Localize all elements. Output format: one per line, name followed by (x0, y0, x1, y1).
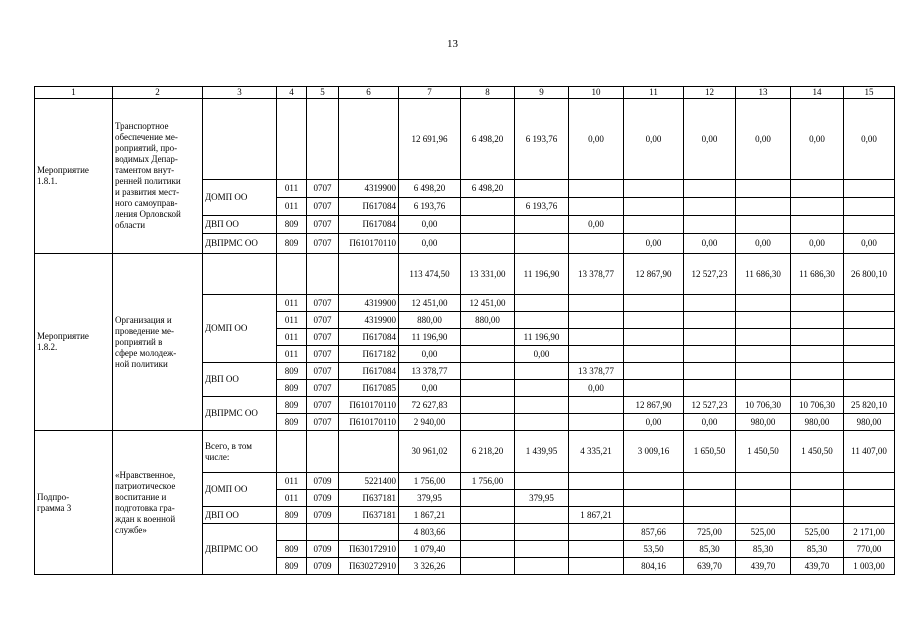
table-cell: П610170110 (339, 414, 399, 431)
table-cell (515, 473, 569, 490)
table-cell: 72 627,83 (399, 397, 461, 414)
table-cell: 804,16 (624, 558, 684, 575)
table-cell: 0,00 (736, 234, 791, 254)
table-cell (736, 329, 791, 346)
table-cell: П637181 (339, 507, 399, 524)
executor-label: ДВП ОО (203, 216, 277, 234)
executor-label: ДОМП ОО (203, 295, 277, 363)
table-cell: 85,30 (736, 541, 791, 558)
table-cell (569, 295, 624, 312)
table-cell: 0707 (307, 312, 339, 329)
table-cell (844, 346, 895, 363)
table-row (35, 87, 895, 99)
measure-name: Мероприятие 1.8.1. (35, 99, 113, 254)
table-cell (736, 346, 791, 363)
table-cell: 4319900 (339, 312, 399, 329)
table-cell (684, 507, 736, 524)
table-cell: 0,00 (844, 234, 895, 254)
total-cell: 0,00 (844, 99, 895, 180)
column-header: 10 (569, 87, 624, 99)
table-cell (461, 346, 515, 363)
table-cell: 0709 (307, 541, 339, 558)
table-cell (844, 380, 895, 397)
table-cell: 980,00 (736, 414, 791, 431)
table-cell: П637181 (339, 490, 399, 507)
table-cell (736, 490, 791, 507)
table-cell (461, 490, 515, 507)
table-cell: 4 803,66 (399, 524, 461, 541)
table-cell: 4319900 (339, 295, 399, 312)
table-cell: 770,00 (844, 541, 895, 558)
table-cell: 980,00 (791, 414, 844, 431)
table-cell: 11 196,90 (515, 329, 569, 346)
table-cell: 880,00 (461, 312, 515, 329)
table-cell (736, 473, 791, 490)
column-header: 6 (339, 87, 399, 99)
table-cell (736, 180, 791, 198)
table-cell: 011 (277, 295, 307, 312)
table-cell (569, 329, 624, 346)
column-header: 3 (203, 87, 277, 99)
total-cell: 6 193,76 (515, 99, 569, 180)
measure-description: Транспортное обеспечение ме- роприятий, про- водимых Депар- таментом внут- ренней политики и развития мест- ного самоуправ- ления Орловской области (113, 99, 203, 254)
total-cell: 12 527,23 (684, 254, 736, 295)
table-cell: 13 378,77 (399, 363, 461, 380)
table-cell (339, 254, 399, 295)
table-cell (791, 180, 844, 198)
table-cell: 639,70 (684, 558, 736, 575)
table-cell: 809 (277, 363, 307, 380)
table-cell (624, 329, 684, 346)
table-cell (684, 346, 736, 363)
table-cell: 2 171,00 (844, 524, 895, 541)
table-cell: П617084 (339, 363, 399, 380)
total-cell: 0,00 (569, 99, 624, 180)
table-cell (569, 524, 624, 541)
table-cell: 011 (277, 346, 307, 363)
table-cell: 10 706,30 (736, 397, 791, 414)
total-cell: 0,00 (791, 99, 844, 180)
table-cell: 2 940,00 (399, 414, 461, 431)
table-cell: П617084 (339, 216, 399, 234)
column-header: 9 (515, 87, 569, 99)
table-cell: П617085 (339, 380, 399, 397)
table-cell: 12 527,23 (684, 397, 736, 414)
table-cell: 439,70 (791, 558, 844, 575)
table-cell (461, 216, 515, 234)
table-cell (791, 473, 844, 490)
table-cell: 0,00 (684, 234, 736, 254)
table-cell (684, 312, 736, 329)
table-cell: 0,00 (399, 216, 461, 234)
table-cell (684, 329, 736, 346)
table-cell (569, 473, 624, 490)
table-cell (461, 198, 515, 216)
table-cell (736, 216, 791, 234)
total-cell: 4 335,21 (569, 431, 624, 473)
table-cell (844, 507, 895, 524)
table-cell: 0707 (307, 180, 339, 198)
table-cell: 0,00 (569, 216, 624, 234)
total-cell: 1 450,50 (736, 431, 791, 473)
table-cell (569, 234, 624, 254)
table-cell (624, 180, 684, 198)
table-cell: 0707 (307, 380, 339, 397)
table-cell: 1 867,21 (399, 507, 461, 524)
table-cell (844, 490, 895, 507)
executor-label: ДОМП ОО (203, 473, 277, 507)
table-cell (569, 414, 624, 431)
table-cell: 980,00 (844, 414, 895, 431)
table-cell: 0709 (307, 473, 339, 490)
table-cell (844, 329, 895, 346)
column-header: 11 (624, 87, 684, 99)
table-cell: 85,30 (684, 541, 736, 558)
table-cell (515, 234, 569, 254)
table-cell: 011 (277, 312, 307, 329)
total-cell: 1 450,50 (791, 431, 844, 473)
table-cell: 525,00 (791, 524, 844, 541)
table-cell: 011 (277, 473, 307, 490)
table-cell: 11 196,90 (399, 329, 461, 346)
table-cell (844, 363, 895, 380)
table-cell (461, 234, 515, 254)
table-row (35, 99, 895, 180)
table-cell: 0707 (307, 216, 339, 234)
table-cell: 0,00 (515, 346, 569, 363)
total-cell: 30 961,02 (399, 431, 461, 473)
table-cell (791, 363, 844, 380)
table-cell: 725,00 (684, 524, 736, 541)
column-header: 15 (844, 87, 895, 99)
table-cell: 0707 (307, 346, 339, 363)
table-cell (684, 363, 736, 380)
table-cell (624, 216, 684, 234)
table-cell: 0707 (307, 234, 339, 254)
table-cell: П617084 (339, 198, 399, 216)
table-cell: 5221400 (339, 473, 399, 490)
measure-name: Мероприятие 1.8.2. (35, 254, 113, 431)
table-cell (307, 254, 339, 295)
table-cell (461, 397, 515, 414)
table-cell (791, 507, 844, 524)
table-cell: 880,00 (399, 312, 461, 329)
table-cell (684, 473, 736, 490)
column-header: 2 (113, 87, 203, 99)
table-cell (515, 380, 569, 397)
table-cell (624, 295, 684, 312)
measure-description: Организация и проведение ме- роприятий в сфере молодеж- ной политики (113, 254, 203, 431)
table-cell: 809 (277, 558, 307, 575)
table-cell: 809 (277, 541, 307, 558)
column-header: 8 (461, 87, 515, 99)
table-cell: 0,00 (569, 380, 624, 397)
table-cell (515, 558, 569, 575)
executor-label: ДВПРМС ОО (203, 524, 277, 575)
table-cell (624, 198, 684, 216)
executor-label: ДВП ОО (203, 363, 277, 397)
table-cell (791, 312, 844, 329)
total-cell: 11 407,00 (844, 431, 895, 473)
table-cell (844, 180, 895, 198)
total-cell: 13 331,00 (461, 254, 515, 295)
table-cell (277, 99, 307, 180)
total-cell: 11 196,90 (515, 254, 569, 295)
table-cell: 0,00 (624, 414, 684, 431)
table-cell: 0,00 (399, 234, 461, 254)
table-cell (736, 312, 791, 329)
table-cell: 809 (277, 216, 307, 234)
table-cell (684, 380, 736, 397)
table-cell (736, 380, 791, 397)
table-cell (624, 312, 684, 329)
table-cell: 857,66 (624, 524, 684, 541)
table-cell (461, 507, 515, 524)
table-row (35, 254, 895, 295)
table-cell (684, 490, 736, 507)
table-cell (791, 216, 844, 234)
total-cell: 1 650,50 (684, 431, 736, 473)
table-cell (461, 329, 515, 346)
table-cell (569, 180, 624, 198)
table-cell (791, 295, 844, 312)
table-cell (515, 363, 569, 380)
table-cell: 379,95 (515, 490, 569, 507)
table-cell (624, 363, 684, 380)
table-cell (515, 295, 569, 312)
table-cell (624, 380, 684, 397)
table-cell: 0,00 (791, 234, 844, 254)
executor-label: ДОМП ОО (203, 180, 277, 216)
table-cell (684, 295, 736, 312)
table-cell: 1 867,21 (569, 507, 624, 524)
column-header: 13 (736, 87, 791, 99)
total-cell: 13 378,77 (569, 254, 624, 295)
total-label: Всего, в том числе: (203, 431, 277, 473)
table-cell: 12 451,00 (399, 295, 461, 312)
table-cell (791, 346, 844, 363)
table-cell: 6 193,76 (399, 198, 461, 216)
table-cell (515, 312, 569, 329)
table-cell: 0,00 (684, 414, 736, 431)
table-cell (515, 541, 569, 558)
table-cell (736, 507, 791, 524)
table-cell (461, 363, 515, 380)
table-cell (624, 507, 684, 524)
column-header: 1 (35, 87, 113, 99)
table-cell: П610170110 (339, 234, 399, 254)
table-cell: 0707 (307, 414, 339, 431)
column-header: 7 (399, 87, 461, 99)
table-cell: 1 003,00 (844, 558, 895, 575)
table-cell: П630172910 (339, 541, 399, 558)
table-cell: 25 820,10 (844, 397, 895, 414)
table-cell: П617084 (339, 329, 399, 346)
table-cell: 379,95 (399, 490, 461, 507)
column-header: 14 (791, 87, 844, 99)
table-cell: 809 (277, 234, 307, 254)
table-cell (684, 198, 736, 216)
table-cell: 12 451,00 (461, 295, 515, 312)
column-header: 12 (684, 87, 736, 99)
table-cell (339, 524, 399, 541)
table-cell (844, 198, 895, 216)
table-cell: 3 326,26 (399, 558, 461, 575)
table-cell: 6 498,20 (461, 180, 515, 198)
table-cell (461, 524, 515, 541)
total-cell: 0,00 (624, 99, 684, 180)
table-cell: 0707 (307, 397, 339, 414)
table-cell: 011 (277, 329, 307, 346)
table-cell: 0707 (307, 295, 339, 312)
subprogram-name: Подпро- грамма 3 (35, 431, 113, 575)
table-cell: 439,70 (736, 558, 791, 575)
table-cell (277, 524, 307, 541)
table-cell (307, 431, 339, 473)
budget-table (34, 86, 895, 575)
table-cell: 0707 (307, 363, 339, 380)
table-cell: 1 079,40 (399, 541, 461, 558)
subprogram-description: «Нравственное, патриотическое воспитание и подготовка гра- ждан к военной службе» (113, 431, 203, 575)
total-cell: 26 800,10 (844, 254, 895, 295)
table-cell: 0707 (307, 198, 339, 216)
table-cell (515, 414, 569, 431)
executor-label: ДВПРМС ОО (203, 234, 277, 254)
table-cell: 12 867,90 (624, 397, 684, 414)
table-cell (461, 414, 515, 431)
table-cell (736, 363, 791, 380)
table-cell (515, 397, 569, 414)
table-cell (515, 507, 569, 524)
table-cell (203, 99, 277, 180)
table-cell (624, 346, 684, 363)
table-cell (461, 380, 515, 397)
total-cell: 6 498,20 (461, 99, 515, 180)
table-cell: 809 (277, 397, 307, 414)
table-cell (307, 524, 339, 541)
total-cell: 0,00 (684, 99, 736, 180)
table-cell (203, 254, 277, 295)
table-cell: 6 193,76 (515, 198, 569, 216)
table-cell: П610170110 (339, 397, 399, 414)
table-cell (791, 329, 844, 346)
table-cell (569, 490, 624, 507)
table-cell: 0709 (307, 507, 339, 524)
total-cell: 1 439,95 (515, 431, 569, 473)
total-cell: 12 691,96 (399, 99, 461, 180)
table-row (35, 431, 895, 473)
table-cell: 011 (277, 180, 307, 198)
table-cell (844, 312, 895, 329)
table-cell: 809 (277, 507, 307, 524)
table-cell (569, 397, 624, 414)
column-header: 4 (277, 87, 307, 99)
table-cell (844, 295, 895, 312)
table-cell (339, 99, 399, 180)
table-cell: П617182 (339, 346, 399, 363)
table-cell (277, 431, 307, 473)
table-cell: 1 756,00 (461, 473, 515, 490)
table-cell: 10 706,30 (791, 397, 844, 414)
table-cell (515, 216, 569, 234)
table-cell: 011 (277, 198, 307, 216)
table-cell (569, 541, 624, 558)
table-cell (277, 254, 307, 295)
table-cell: 85,30 (791, 541, 844, 558)
table-cell (684, 216, 736, 234)
total-cell: 0,00 (736, 99, 791, 180)
table-cell: 809 (277, 380, 307, 397)
table-cell (736, 198, 791, 216)
table-cell: 6 498,20 (399, 180, 461, 198)
table-cell (515, 524, 569, 541)
table-cell (461, 558, 515, 575)
total-cell: 3 009,16 (624, 431, 684, 473)
table-cell: 0,00 (399, 346, 461, 363)
table-cell (569, 558, 624, 575)
column-header: 5 (307, 87, 339, 99)
total-cell: 12 867,90 (624, 254, 684, 295)
table-cell (339, 431, 399, 473)
table-cell (515, 180, 569, 198)
total-cell: 6 218,20 (461, 431, 515, 473)
table-cell (844, 216, 895, 234)
table-cell: 011 (277, 490, 307, 507)
table-cell (569, 198, 624, 216)
executor-label: ДВПРМС ОО (203, 397, 277, 431)
table-cell (624, 473, 684, 490)
table-cell: 525,00 (736, 524, 791, 541)
total-cell: 113 474,50 (399, 254, 461, 295)
table-cell (624, 490, 684, 507)
table-cell: 0707 (307, 329, 339, 346)
table-cell (307, 99, 339, 180)
table-cell: 0,00 (399, 380, 461, 397)
table-cell (791, 198, 844, 216)
table-cell (736, 295, 791, 312)
table-cell: 809 (277, 414, 307, 431)
table-cell (791, 380, 844, 397)
table-cell: 0,00 (624, 234, 684, 254)
table-cell (844, 473, 895, 490)
executor-label: ДВП ОО (203, 507, 277, 524)
table-cell: 1 756,00 (399, 473, 461, 490)
table-cell (569, 346, 624, 363)
table-cell: 53,50 (624, 541, 684, 558)
table-cell: 0709 (307, 490, 339, 507)
table-cell: П630272910 (339, 558, 399, 575)
table-cell: 0709 (307, 558, 339, 575)
table-cell: 4319900 (339, 180, 399, 198)
table-cell: 13 378,77 (569, 363, 624, 380)
total-cell: 11 686,30 (736, 254, 791, 295)
page-number: 13 (447, 38, 458, 50)
table-cell (461, 541, 515, 558)
table-cell (569, 312, 624, 329)
total-cell: 11 686,30 (791, 254, 844, 295)
table-cell (791, 490, 844, 507)
table-cell (684, 180, 736, 198)
